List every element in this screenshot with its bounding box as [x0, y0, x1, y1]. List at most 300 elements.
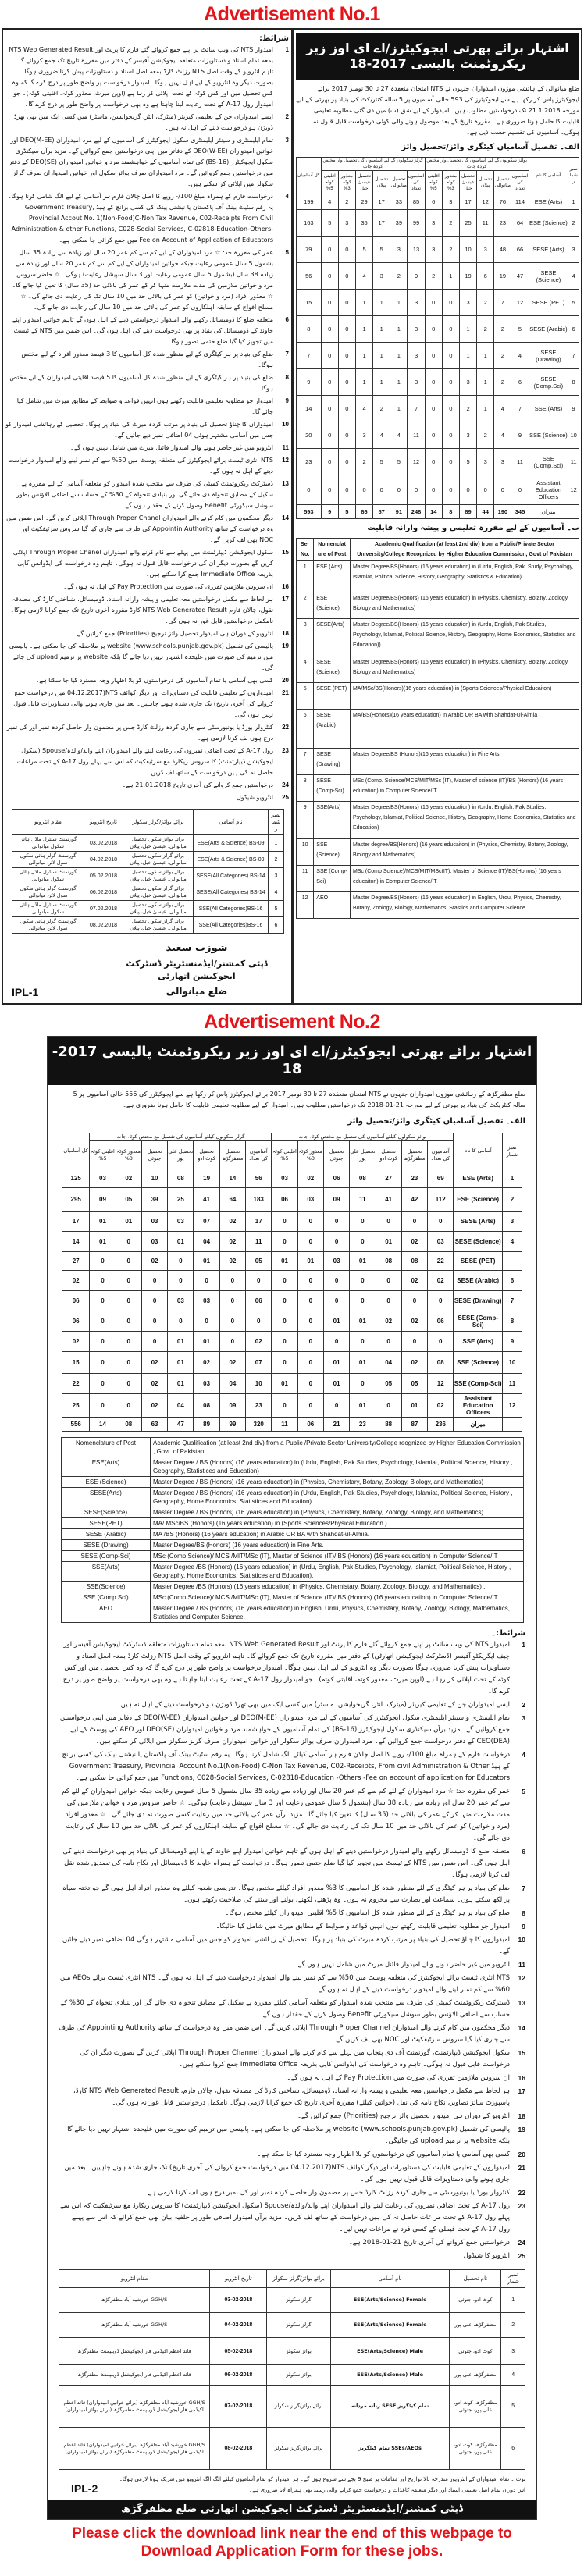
- cell-value: 0: [323, 1271, 349, 1291]
- total-value: 21: [323, 1418, 349, 1432]
- cell-value: 02: [62, 1271, 90, 1291]
- subheader-cell: تحصیل پپلاں: [477, 171, 494, 194]
- cell-value: 1: [390, 396, 408, 422]
- cell-value: 14: [62, 1232, 90, 1252]
- schedule-place: گورنمنٹ سنٹرل ماڈل ہائی سکول میانوالی: [12, 901, 84, 917]
- cell-serial: 12: [568, 475, 579, 505]
- cell-value: 02: [141, 1352, 167, 1374]
- schedule-serial: 2: [501, 2313, 525, 2338]
- cell-post-name: SESE (Arts): [454, 1212, 502, 1232]
- schedule-row: [59, 2338, 525, 2365]
- condition-text: درخواست فارم کے ہمراہ مبلغ 100/- روپے کا اصل چالان فارم ہر آسامی کے لیے الگ شامل کرنا ہوگا۔ یہ رقم سٹیٹ بینک آف پاکستان یا نیشنل بینک کی کسی برانچ کے ہیڈ Government Treasury, Provincial Accout No. 1(Non-Food)C-Non Tax Revenue, C02-Receipts From Civil Administration & other Functions, C028-Social Services, C-02818-Education-Others-Fee on Account of Application of Educators میں جمع کرائی جا سکتی ہے۔: [7, 193, 273, 244]
- cell-value: 0: [321, 475, 338, 505]
- cell-value: 4: [494, 422, 511, 449]
- total-value: 556: [62, 1418, 90, 1432]
- cell-value: 25: [62, 1394, 90, 1418]
- schedule-place: GGH/S خورشید آباد مظفرگڑھ (برائے خواتین امیدواران) قائد اعظم اکیڈمی فار ایجوکیشنل ڈویلپمنٹ مظفرگڑھ (برائے بوائز امیدواران): [59, 2428, 210, 2470]
- cell-post-name: SESE (Arts): [529, 237, 568, 263]
- qualification-post: ESE (Arts): [314, 561, 351, 592]
- cell-value: 04: [219, 1374, 245, 1394]
- cell-serial: 1: [568, 194, 579, 210]
- cell-serial: 9: [568, 396, 579, 422]
- qualification-post: AEO: [62, 1603, 151, 1623]
- table-row: [62, 1374, 522, 1394]
- condition-number: 22: [518, 2189, 525, 2197]
- cell-value: 0: [321, 343, 338, 369]
- cell-value: 9: [511, 422, 529, 449]
- cell-value: 3: [390, 237, 408, 263]
- cell-value: 0: [338, 343, 355, 369]
- condition-item: [59, 2162, 525, 2186]
- schedule-row: [12, 852, 284, 868]
- qualification-post: SSE (Comp-Sci): [314, 866, 351, 892]
- cell-value: 0: [350, 1374, 376, 1394]
- condition-item: [59, 1908, 525, 1920]
- schedule-date: 03.02.2018: [84, 835, 123, 852]
- qualification-row: [62, 1592, 524, 1603]
- ad1-signatory-district: ضلع میانوالی: [166, 986, 228, 997]
- cell-value: 08: [376, 1252, 401, 1271]
- condition-text: ایسے امیدواران جن کے تعلیمی کیریئر (میٹرک، انٹر، گریجوایشن، ماسٹر) میں کسی ایک میں بھی تھرڈ ڈویژن ہو درخواست دینے کے اہل نہ ہیں۔: [13, 113, 273, 131]
- cell-value: 0: [350, 1332, 376, 1352]
- qualification-post: SESE(Arts): [314, 619, 351, 656]
- cell-serial: 11: [568, 449, 579, 475]
- cell-value: 0: [90, 1271, 116, 1291]
- cell-value: 0: [425, 316, 442, 343]
- cell-value: 19: [194, 1169, 219, 1188]
- cell-value: 03: [323, 1252, 349, 1271]
- schedule-header: برائے بوائز/گرلز سکولز: [267, 2270, 330, 2288]
- table-row: [297, 290, 579, 316]
- cell-serial: 6: [568, 316, 579, 343]
- cell-value: 1: [477, 396, 494, 422]
- schedule-row: [12, 884, 284, 901]
- cell-value: 0: [90, 1374, 116, 1394]
- cell-value: 0: [442, 343, 459, 369]
- table-row: [297, 422, 579, 449]
- qualification-serial: 6: [297, 710, 314, 749]
- cell-serial: [502, 1252, 522, 1271]
- cell-value: 56: [246, 1169, 272, 1188]
- cell-value: 4: [321, 194, 338, 210]
- condition-text: NTS انٹری ٹیسٹ برائے ایجوکیٹرز کی متعلقہ پوسٹ میں 50% سے کم نمبر لینے والے امیدوار درخواست دینے کے اہل نہ ہوں گے۔: [8, 457, 273, 475]
- subheader-cell: آسامیوں کی تعداد: [408, 171, 425, 194]
- cell-serial: 8: [568, 369, 579, 396]
- cell-value: 0: [90, 1352, 116, 1374]
- cell-value: 03: [141, 1232, 167, 1252]
- qualification-row: [297, 619, 579, 656]
- cell-value: 11: [408, 422, 425, 449]
- condition-text: عمر کی مقررہ حد: ☆ مرد امیدواران کے لیے کم سے کم عمر 20 سال اور زیادہ سے زیادہ 35 سال بشمول 5 سال عمومی رعایت جبکہ خواتین امیدواران کے لیے کم سے کم عمر 20 سال اور زیادہ سے زیادہ 38 سال (بشمول 5 سال عمومی رعایت اور 3 سال سپیشل رعایت) ہوگی۔ ☆ حاضر سروس مرد و خواتین ملازمین کی مدت ملازمت منہا کر کے عمر کی بالائی حد (35 سال) کا تعین کیا جائے گا۔ ☆ معذور افراد (مرد و خواتین) کو عمر کی بالائی حد میں 10 سال تک کی رعایت دی جائے گی۔ ☆ مسلح افواج کے سابقہ اہلکاروں کو عمر کی بالائی حد میں 10 سال کی رعایت دی جائے گی۔: [12, 249, 273, 311]
- cell-value: 17: [459, 194, 476, 210]
- cell-serial: 2: [568, 210, 579, 237]
- cell-value: 3: [477, 237, 494, 263]
- cell-value: 0: [350, 1271, 376, 1291]
- schedule-header: مقام انٹرویو: [59, 2270, 210, 2288]
- cell-value: 22: [428, 1252, 454, 1271]
- cell-value: 0: [90, 1394, 116, 1418]
- cell-value: 17: [62, 1212, 90, 1232]
- qualification-text: Master Degree / BS (Honors) (16 years education) in English, Urdu, Physics, Chemistary, Botany, Zoology, Biology, Mathematics, Statistics and Computer Science.: [151, 1603, 524, 1623]
- condition-text: امیدوار جو مطلوبہ تعلیمی قابلیت رکھتے ہوں انہیں قواعد و ضوابط کے مطابق میرٹ میں شامل کیا جائے گا۔: [16, 397, 273, 415]
- condition-text: امیدوار NTS کی ویب سائٹ پر اپنے جمع کروائے گئے فارم کا پرنٹ اور NTS Web Generated Result بمعہ تمام اسناد و دستاویزات متعلقہ ایجوکیشن آفیسر کے دفتر میں مقررہ تاریخ تک جمع کروائے گا۔ تاہم انٹرویو کے وقت اصل NTS رزلٹ کارڈ بمعہ اصل اسناد و دستاویزات پیش کرنا ضروری ہوگا بصورت دیگر وہ انٹرویو کے لیے اہل نہیں ہوگا۔ امیدوار درخواست پر واضح طور پر درج کرے گا کہ وہ کس تحصیل میں اور کس کوٹہ کے تحت اپلائی کر رہا ہے (اوپن میرٹ، معذور کوٹہ، اقلیتی کوٹہ)۔ جو امیدوار رول 17-A کے تحت رعایت لینا چاہتا ہے وہ بھی درخواست پر واضح طور پر درج کرے گا۔: [9, 46, 273, 108]
- qualification-serial: 9: [297, 802, 314, 839]
- table-row: [297, 210, 579, 237]
- subheader-cell: تحصیل کوٹ ادو: [194, 1141, 219, 1169]
- total-blank: [502, 1418, 522, 1432]
- condition-item: [5, 722, 289, 744]
- cell-value: 35: [355, 210, 372, 237]
- cell-value: 1: [355, 316, 372, 343]
- condition-text: ان سروس ملازمین تقرری کی صورت میں Pay Protection کے اہل نہ ہوں گے۔: [63, 583, 273, 590]
- cell-value: 6: [511, 369, 529, 396]
- cell-value: 02: [116, 1169, 141, 1188]
- condition-text: رول 17-A کے تحت اضافی نمبروں کی رعایت لینے والے امیدواران اپنے والد/والدہ/Spouse (سکول ایجوکیشن ڈیپارٹمنٹ) کا سروس ریکارڈ مع سرٹیفکیٹ کہ اس سے پہلے رول 17-A کے تحت مراعات حاصل نہ کی ہیں درخواست کے ساتھ لف کریں۔ مزید برآں امیدوار اضافی طور پر حلفیہ بیان بھی جمع کرائے کہ اس سے پہلے رول 17-A کے تحت فیملی کے کسی فرد نے مراعات نہیں لیں۔: [59, 2202, 510, 2233]
- cell-value: 12: [477, 194, 494, 210]
- advertisement-1: [2, 28, 582, 1005]
- advertisement-1-title: Advertisement No.1: [204, 3, 380, 25]
- qualification-header: Nomenclature of Post: [314, 539, 351, 561]
- cell-value: 3: [459, 369, 476, 396]
- cell-value: 14: [297, 396, 322, 422]
- condition-item: [59, 2124, 525, 2147]
- schedule-date: 04.02.2018: [84, 852, 123, 868]
- condition-item: [59, 1786, 525, 1845]
- cell-value: 0: [321, 396, 338, 422]
- total-value: 8: [442, 505, 459, 519]
- cell-value: 03: [168, 1291, 194, 1311]
- cell-post-name: ESE (Science): [529, 210, 568, 237]
- cell-value: 5: [321, 210, 338, 237]
- condition-number: 13: [518, 1999, 525, 2007]
- qualification-row: [297, 802, 579, 839]
- schedule-date: 04-02-2018: [210, 2313, 267, 2338]
- ad2-note-2: اس دوران تمام اصل تعلیمی اسناد اور دیگر متعلقہ کاغذات و درخواست جمع کرانے والی رسید بھی ہمراہ لانا ضروری ہے۔: [248, 2487, 525, 2493]
- qualification-serial: 3: [297, 619, 314, 656]
- ad1-section-a-label: الف۔ تفصیل آسامیاں کیٹگری وائز/تحصیل وائز: [401, 143, 579, 151]
- condition-number: 16: [518, 2074, 525, 2082]
- condition-item: [59, 1749, 525, 1784]
- subheader-cell: تحصیل میانوالی: [390, 171, 408, 194]
- cell-value: 01: [272, 1252, 297, 1271]
- cell-value: 0: [428, 1291, 454, 1311]
- cell-value: 01: [401, 1394, 427, 1418]
- condition-text: درخواستیں جمع کروانے کی آخری تاریخ 21.01.2018 ہے۔: [122, 781, 273, 788]
- qualification-row: [62, 1562, 524, 1582]
- cell-value: 8: [297, 316, 322, 343]
- table-total-row: [62, 1418, 522, 1432]
- condition-item: [5, 780, 289, 791]
- schedule-place: گورنمنٹ سنٹرل ماڈل ہائی سکول میانوالی: [12, 868, 84, 884]
- cell-value: 12: [428, 1374, 454, 1394]
- total-value: 345: [511, 505, 529, 519]
- qualification-post: ESE(Arts): [62, 1457, 151, 1477]
- cell-value: 0: [219, 1291, 245, 1311]
- ad1-conditions: [5, 34, 289, 805]
- table-row: [297, 194, 579, 210]
- ad2-intro: ضلع مظفرگڑھ کے رہائشی موزوں امیدواران جنہوں نے NTS امتحان منعقدہ 27 تا 30 نومبر 2017 برائے ایجوکیٹرز پاس کر رکھا ہے سے ایجوکیٹرز کی 556 خالی آسامیوں پر 5 سالہ کنٹریکٹ کی بنیاد پر بھرتی کے لیے مورخہ 21-01-2018 تک درخواستیں مطلوب ہیں۔ امیدوار کے لیے مطلوبہ تعلیمی قابلیت کا حامل ہونا ضروری ہے۔: [73, 1091, 525, 1108]
- condition-number: 2: [285, 113, 289, 120]
- subheader-cell: آسامیوں کی تعداد: [428, 1141, 454, 1169]
- cell-post-name: ESE (Science): [454, 1188, 502, 1212]
- total-value: 86: [355, 505, 372, 519]
- cell-value: 0: [376, 1394, 401, 1418]
- condition-item: [5, 443, 289, 454]
- cell-value: 0: [350, 1232, 376, 1252]
- condition-number: 23: [282, 747, 289, 754]
- schedule-post: ESE(Arts & Science) BS-09: [194, 835, 269, 852]
- cell-value: 5: [373, 237, 390, 263]
- condition-item: [59, 2250, 525, 2262]
- subheader-cell: تحصیل علی پور: [350, 1141, 376, 1169]
- cell-value: 1: [373, 290, 390, 316]
- cell-value: 0: [323, 1332, 349, 1352]
- cell-value: 10: [141, 1169, 167, 1188]
- total-value: 47: [168, 1418, 194, 1432]
- cell-value: 01: [116, 1212, 141, 1232]
- schedule-date: 05-02-2018: [210, 2338, 267, 2365]
- cell-post-name: ESE (Arts): [529, 194, 568, 210]
- condition-text: کسی بھی آسامی یا تمام آسامیوں کی درخواستوں کو بلا اظہار وجہ مسترد کیا جا سکتا ہے۔: [257, 2151, 510, 2158]
- qualification-serial: 10: [297, 839, 314, 866]
- schedule-date: 06-02-2018: [210, 2365, 267, 2386]
- cell-value: 02: [401, 1271, 427, 1291]
- schedule-row: [59, 2288, 525, 2313]
- cell-value: 0: [425, 475, 442, 505]
- total-value: 190: [494, 505, 511, 519]
- total-blank: [568, 505, 579, 519]
- subheader-cell: تحصیل جتوئی: [323, 1141, 349, 1169]
- condition-item: [5, 641, 289, 674]
- condition-number: 15: [518, 2049, 525, 2057]
- table-header-row: [297, 158, 579, 171]
- cell-value: 6: [477, 263, 494, 290]
- total-label: میزان: [454, 1418, 502, 1432]
- schedule-school: برائے گرلز سکول تحصیل میانوالی، عیسیٰ خیل، پپلاں: [123, 884, 194, 901]
- cell-value: 27: [62, 1252, 90, 1271]
- cell-serial: 11: [502, 1374, 522, 1394]
- advertisement-2-title: Advertisement No.2: [204, 1011, 380, 1033]
- qualification-text: MA /BS (Honors) (16 years education) in Arabic OR BA with Shahdat-ul-Almia.: [151, 1529, 524, 1540]
- schedule-date: 05.02.2018: [84, 868, 123, 884]
- subheader-cell: اقلیتی کوٹہ 5%: [321, 171, 338, 194]
- condition-item: [5, 112, 289, 133]
- condition-item: [5, 191, 289, 246]
- table-row: [62, 1394, 522, 1418]
- qualification-post: ESE (Science): [314, 592, 351, 619]
- cell-value: 0: [297, 1271, 323, 1291]
- cell-value: 08: [428, 1352, 454, 1374]
- cell-value: 0: [219, 1271, 245, 1291]
- cell-value: 0: [297, 1394, 323, 1418]
- cell-value: 1: [442, 263, 459, 290]
- qualification-row: [297, 710, 579, 749]
- schedule-date: 07.02.2018: [84, 901, 123, 917]
- cell-value: 39: [141, 1188, 167, 1212]
- schedule-place: قائد اعظم اکیڈمی فار ایجوکیشنل ڈویلپمنٹ مظفرگڑھ: [59, 2338, 210, 2365]
- cell-value: 0: [141, 1311, 167, 1332]
- cell-value: 0: [297, 1232, 323, 1252]
- header-serial: نمبر شمار: [568, 158, 579, 194]
- cell-value: 0: [116, 1232, 141, 1252]
- cell-value: 17: [246, 1212, 272, 1232]
- cell-serial: 8: [502, 1311, 522, 1332]
- condition-text: سکول ایجوکیشن ڈیپارٹمنٹ، گورنمنٹ آف دی پنجاب میں پہلے سے کام کرنے والے امیدواران Through Proper Channel اپلائی کریں گے بصورت دیگر ان کی درخواست قابل قبول نہ ہوگی۔ تاہم وہ درخواست کی ایڈوانس کاپی بذریعہ Immediate Office جمع کروا سکتے ہیں۔: [80, 2049, 510, 2069]
- cell-post-name: SSE (Science): [454, 1352, 502, 1374]
- ad1-section-b-label: ب۔ آسامیوں کے لیے مقررہ تعلیمی و پیشہ وارانہ قابلیت: [367, 524, 579, 532]
- condition-item: [59, 1998, 525, 2021]
- cell-value: 2: [390, 263, 408, 290]
- qualification-row: [297, 892, 579, 919]
- qualification-post: ESE (Science): [62, 1477, 151, 1488]
- cell-value: 3: [408, 343, 425, 369]
- schedule-row: [12, 917, 284, 934]
- cell-value: 3: [425, 210, 442, 237]
- condition-text: امیدواروں کا چناؤ تحصیل کی بنیاد پر مرتب کردہ میرٹ کی بنیاد پر ہوگا۔ تحصیل کے رہائشی امیدوار کو جس میں آسامی مشتہر ہوگی 04 اضافی نمبر دیئے جائیں گے۔: [62, 1936, 510, 1955]
- qualification-post: SESE(Arts): [62, 1488, 151, 1507]
- cell-value: 1: [355, 343, 372, 369]
- table-header-row: [62, 1133, 522, 1141]
- schedule-serial: 4: [269, 884, 284, 901]
- condition-item: [59, 2237, 525, 2249]
- schedule-post: SSE(All Categories)BS-16: [194, 901, 269, 917]
- cell-post-name: Assistant Education Officers: [529, 475, 568, 505]
- qualification-row: [297, 592, 579, 619]
- qualification-post: SESE(PET): [62, 1518, 151, 1529]
- table-row: [62, 1188, 522, 1212]
- qualification-row: [297, 749, 579, 775]
- condition-text: تمام ایلیمنٹری و سینئر ایلیمنٹری سکول ایجوکیٹرز کی آسامیوں کے لیے مرد امیدواران DEO(M-EE) اور خواتین امیدواران DEO(W-EE) کے دفاتر میں اپنی درخواستیں جمع کروائیں گے۔ مزید برآں سیکنڈری سکول ایجوکیٹرز (BS-16) کی تمام آسامیوں کے خواہشمند مرد و خواتین امیدواران DEO(SE) کے دفتر میں درخواستیں جمع کروائیں گے۔ مرد امیدواران صرف بوائز سکول اور خواتین امیدواران صرف گرلز سکولز میں اپلائی کر سکتے ہیں۔: [9, 137, 273, 187]
- cell-value: 04: [194, 1232, 219, 1252]
- cell-serial: 10: [502, 1352, 522, 1374]
- cell-value: 0: [297, 1212, 323, 1232]
- total-value: 08: [116, 1418, 141, 1432]
- condition-text: انٹرویو میں غیر حاضر ہونے والے امیدوار فائنل میرٹ میں شامل نہیں ہوں گے۔: [294, 1961, 510, 1969]
- condition-text: NTS انٹری ٹیسٹ برائے ایجوکیٹرز کی متعلقہ پوسٹ میں 50% سے کم نمبر لینے والے امیدوار درخواست دینے کے اہل نہ ہوں گے۔ NTS انٹری ٹیسٹ برائے AEOs میں 60% سے کم نمبر لینے والے امیدوار درخواست دینے کے اہل نہ ہوں گے۔: [59, 1974, 510, 1994]
- qualification-serial: 7: [297, 749, 314, 775]
- qualification-row: [297, 683, 579, 710]
- cell-value: 0: [116, 1311, 141, 1332]
- schedule-serial: 3: [501, 2338, 525, 2365]
- cell-value: 0: [494, 475, 511, 505]
- condition-number: 25: [518, 2252, 525, 2260]
- condition-item: [59, 1639, 525, 1698]
- cell-value: 03: [272, 1169, 297, 1188]
- cell-value: 112: [428, 1188, 454, 1212]
- cell-value: 0: [116, 1271, 141, 1291]
- total-value: 99: [219, 1418, 245, 1432]
- cell-serial: 12: [502, 1394, 522, 1418]
- ad1-signatory: [111, 941, 283, 998]
- qualification-row: [62, 1488, 524, 1507]
- qualification-row: [62, 1551, 524, 1562]
- cell-value: 0: [90, 1252, 116, 1271]
- cell-value: 29: [355, 194, 372, 210]
- cell-value: 0: [425, 369, 442, 396]
- condition-number: 7: [522, 1884, 525, 1892]
- condition-item: [5, 582, 289, 592]
- cell-post-name: SESE (Drawing): [529, 343, 568, 369]
- cell-value: 08: [194, 1394, 219, 1418]
- cell-value: 01: [168, 1352, 194, 1374]
- qualification-post: SESE (Science): [314, 656, 351, 683]
- schedule-header: تاریخ انٹرویو: [84, 810, 123, 835]
- cell-value: 4: [511, 343, 529, 369]
- ad2-ipl-code: IPL-2: [71, 2482, 98, 2495]
- total-value: 593: [297, 505, 322, 519]
- schedule-school: برائے بوائز/گرلز سکولز: [267, 2386, 330, 2428]
- table-row: [62, 1291, 522, 1311]
- download-note: Please click the download link near the end of this webpage to Download Application Form for these jobs.: [72, 2525, 512, 2560]
- cell-value: 0: [246, 1271, 272, 1291]
- condition-number: 25: [282, 794, 289, 801]
- cell-value: 02: [219, 1252, 245, 1271]
- qualification-post: SESE (Arabic): [62, 1529, 151, 1540]
- cell-post-name: SESE (PET): [454, 1252, 502, 1271]
- cell-value: 0: [272, 1394, 297, 1418]
- cell-serial: 3: [502, 1212, 522, 1232]
- condition-number: 11: [518, 1961, 525, 1969]
- condition-item: [59, 1713, 525, 1748]
- cell-value: 0: [428, 1212, 454, 1232]
- qualification-post: SSE(Arts): [62, 1562, 151, 1582]
- qualification-text: Master Degree/BS(Honors) (16 years education) in (Physics, Chemistry, Botany, Zoology, Biology and Mathematics): [350, 656, 579, 683]
- schedule-serial: 3: [269, 868, 284, 884]
- schedule-school: بوائز سکولز: [267, 2338, 330, 2365]
- condition-text: تمام ایلیمنٹری و سینئر ایلیمنٹری سکول ایجوکیٹرز کی آسامیوں کے لیے مرد امیدواران DEO(M-EE) اور خواتین امیدواران DEO(W-EE) کے دفاتر میں اپنی درخواستیں جمع کروائیں گے۔ مزید برآں سیکنڈری سکول ایجوکیٹرز (BS-16) کی تمام آسامیوں کے خواہشمند مرد و خواتین امیدواران DEO(SE) اور AEO کی پوسٹ کے لیے CEO(DEA) کے دفتر درخواست جمع کروائیں گے۔ مرد امیدواران صرف بوائز سکولز اور خواتین امیدواران صرف گرلز سکولز میں اپلائی کر سکتے ہیں۔: [59, 1714, 510, 1745]
- cell-value: 03: [90, 1169, 116, 1188]
- cell-value: 02: [62, 1332, 90, 1352]
- cell-value: 05: [376, 1374, 401, 1394]
- cell-value: 0: [376, 1332, 401, 1352]
- header-total: کل آسامیاں: [297, 158, 322, 194]
- cell-value: 01: [350, 1352, 376, 1374]
- subheader-cell: تحصیل عیسیٰ خیل: [459, 171, 476, 194]
- cell-value: 2: [338, 194, 355, 210]
- schedule-place: GGH/S خورشید آباد مظفرگڑھ: [59, 2313, 210, 2338]
- cell-value: 0: [321, 449, 338, 475]
- schedule-row: [12, 901, 284, 917]
- cell-value: 15: [62, 1352, 90, 1374]
- ad1-vacancy-table: [296, 157, 579, 519]
- schedule-school: گرلز سکولز: [267, 2313, 330, 2338]
- cell-value: 05: [246, 1252, 272, 1271]
- ad2-notes: [105, 2475, 525, 2495]
- header-girls-group: گرلز سکولوں کے لیے آسامیوں کی تحصیل وار مختص کردہ جات: [321, 158, 425, 171]
- condition-text: امیدوار NTS کی ویب سائٹ پر اپنے جمع کروائے گئے فارم کا پرنٹ اور NTS Web Generated Result بمعہ تمام دستاویزات متعلقہ ڈسٹرکٹ ایجوکیشن آفیسر اور چیف ایگزیکٹو آفیسر (ڈسٹرکٹ ایجوکیشن اتھارٹی) کے دفتر میں مقررہ تاریخ تک جمع کروائے گا۔ تاہم انٹرویو کے وقت اصل NTS رزلٹ کارڈ بمعہ اصل اسناد و دستاویزات پیش کرنا ضروری ہوگا بصورت دیگر وہ انٹرویو کے لیے اہل نہیں ہوگا۔ امیدوار درخواست پر واضح طور پر درج کرے گا کہ وہ کس تحصیل میں اور کس کوٹہ کے تحت اپلائی کر رہا ہے (اوپن میرٹ، معذور کوٹہ، اقلیتی کوٹہ)۔ جو امیدوار رول 17-A کے تحت رعایت لینا چاہتا ہے وہ بھی درخواست پر واضح طور پر درج کرے گا۔: [62, 1641, 510, 1695]
- cell-value: 1: [390, 290, 408, 316]
- cell-value: 08: [401, 1252, 427, 1271]
- condition-item: [59, 2023, 525, 2046]
- cell-value: 0: [219, 1332, 245, 1352]
- qualification-text: Master Degree/BS(Honors) (16 years education) in (Urdu, English, Pak Studies, Psychology, Islamiat, Political Science, History, Geography, Home Economics, Statistics and Education): [350, 802, 579, 839]
- cell-value: 03: [141, 1212, 167, 1232]
- cell-value: 0: [442, 449, 459, 475]
- cell-value: 0: [442, 316, 459, 343]
- cell-value: 02: [401, 1311, 427, 1332]
- schedule-place: گورنمنٹ سنٹرل ماڈل ہائی سکول میانوالی: [12, 835, 84, 852]
- condition-text: انٹرویو کے دوران ہی امیدوار تحصیل وائز ترجیح (Priorities) جمع کرائیں گے۔: [297, 2112, 510, 2120]
- ad1-headline: اشتہار برائے بھرتی ایجوکیٹرز/اے ای اوز زیر ریکروٹمنٹ پالیسی 2017-18: [296, 33, 579, 80]
- cell-value: 5: [355, 237, 372, 263]
- total-value: 89: [194, 1418, 219, 1432]
- cell-value: 02: [219, 1232, 245, 1252]
- cell-value: 3: [338, 210, 355, 237]
- qualification-text: MA/ MSc/BS (Honors) (16 years education) in (Sports Sciences/Physical Education ): [151, 1518, 524, 1529]
- cell-value: 17: [373, 194, 390, 210]
- total-value: 14: [425, 505, 442, 519]
- qualification-header: Academic Qualification (at least 2nd div) from a Public/Private Sector University/College Recognized by Higher Education Commission, Govt of Pakistan: [350, 539, 579, 561]
